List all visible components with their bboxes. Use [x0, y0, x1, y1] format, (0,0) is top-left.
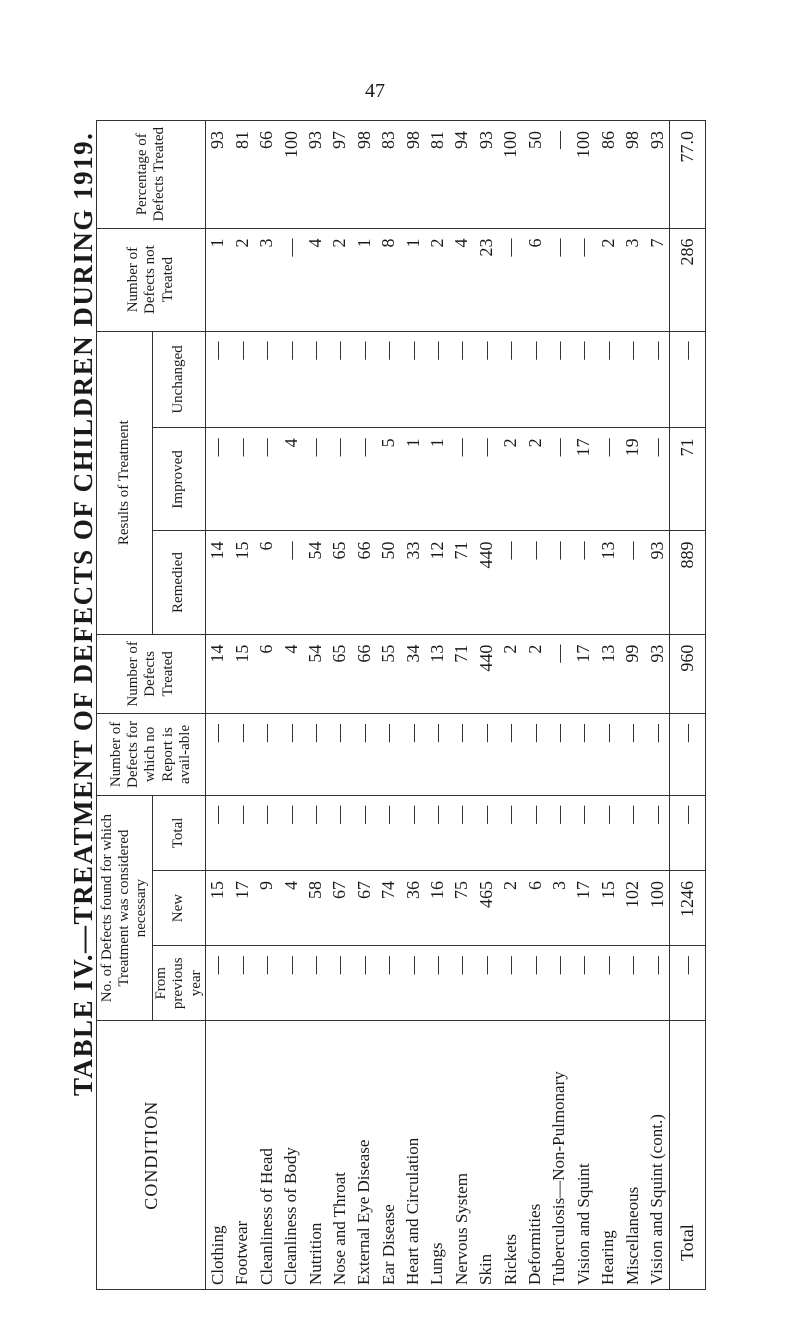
table-row: [230, 121, 254, 1290]
no-report-cell: —: [572, 714, 596, 796]
new-cell: 3: [547, 870, 571, 945]
not-treated-cell: —: [572, 228, 596, 331]
no-report-cell: —: [425, 714, 449, 796]
condition-cell: Cleanliness of Head: [255, 1021, 279, 1290]
improved-cell: 19: [620, 428, 644, 531]
from-previous-cell: —: [450, 946, 474, 1021]
no-report-cell: —: [205, 714, 230, 796]
percentage-cell: —: [547, 121, 571, 229]
condition-cell: Heart and Circulation: [401, 1021, 425, 1290]
treated-cell: 93: [645, 634, 670, 714]
total-percentage: 77.0: [670, 121, 706, 229]
total-not-treated: 286: [670, 228, 706, 331]
treated-cell: 71: [450, 634, 474, 714]
total-cell: —: [328, 795, 352, 870]
new-cell: 67: [352, 870, 376, 945]
from-previous-cell: —: [401, 946, 425, 1021]
header-total: Total: [153, 795, 206, 870]
total-cell: —: [450, 795, 474, 870]
total-cell: —: [620, 795, 644, 870]
from-previous-cell: —: [620, 946, 644, 1021]
no-report-cell: —: [279, 714, 303, 796]
percentage-cell: 100: [279, 121, 303, 229]
table-row: [523, 121, 547, 1290]
new-cell: 67: [328, 870, 352, 945]
condition-cell: External Eye Disease: [352, 1021, 376, 1290]
improved-cell: —: [328, 428, 352, 531]
no-report-cell: —: [596, 714, 620, 796]
header-remedied: Remedied: [153, 531, 206, 634]
condition-cell: Clothing: [205, 1021, 230, 1290]
table-row: [279, 121, 303, 1290]
table-row: [498, 121, 522, 1290]
unchanged-cell: —: [352, 331, 376, 428]
improved-cell: 2: [498, 428, 522, 531]
total-new: 1246: [670, 870, 706, 945]
treated-cell: 2: [523, 634, 547, 714]
condition-cell: Vision and Squint: [572, 1021, 596, 1290]
unchanged-cell: —: [230, 331, 254, 428]
new-cell: 16: [425, 870, 449, 945]
improved-cell: —: [450, 428, 474, 531]
new-cell: 465: [474, 870, 498, 945]
total-cell: —: [230, 795, 254, 870]
total-from-previous: —: [670, 946, 706, 1021]
condition-cell: Tuberculosis—Non-Pulmonary: [547, 1021, 571, 1290]
not-treated-cell: 1: [205, 228, 230, 331]
no-report-cell: —: [401, 714, 425, 796]
total-cell: —: [255, 795, 279, 870]
not-treated-cell: —: [279, 228, 303, 331]
percentage-cell: 66: [255, 121, 279, 229]
from-previous-cell: —: [596, 946, 620, 1021]
remedied-cell: 66: [352, 531, 376, 634]
remedied-cell: 33: [401, 531, 425, 634]
table-body: [205, 121, 705, 1290]
total-cell: —: [523, 795, 547, 870]
no-report-cell: —: [352, 714, 376, 796]
improved-cell: 4: [279, 428, 303, 531]
header-new: New: [153, 870, 206, 945]
header-number-treated: Number of Defects Treated: [97, 634, 206, 714]
no-report-cell: —: [547, 714, 571, 796]
unchanged-cell: —: [572, 331, 596, 428]
from-previous-cell: —: [352, 946, 376, 1021]
no-report-cell: —: [645, 714, 670, 796]
table-row: [401, 121, 425, 1290]
header-percentage: Percentage of Defects Treated: [97, 121, 206, 229]
no-report-cell: —: [620, 714, 644, 796]
treated-cell: 66: [352, 634, 376, 714]
header-from-previous: From previous year: [153, 946, 206, 1021]
table-row: [328, 121, 352, 1290]
no-report-cell: —: [303, 714, 327, 796]
improved-cell: 1: [425, 428, 449, 531]
not-treated-cell: 3: [620, 228, 644, 331]
percentage-cell: 86: [596, 121, 620, 229]
improved-cell: —: [255, 428, 279, 531]
new-cell: 15: [596, 870, 620, 945]
not-treated-cell: 4: [303, 228, 327, 331]
unchanged-cell: —: [425, 331, 449, 428]
condition-cell: Miscellaneous: [620, 1021, 644, 1290]
remedied-cell: —: [279, 531, 303, 634]
condition-cell: Skin: [474, 1021, 498, 1290]
new-cell: 75: [450, 870, 474, 945]
total-cell: —: [474, 795, 498, 870]
table-row: [205, 121, 230, 1290]
improved-cell: —: [352, 428, 376, 531]
new-cell: 102: [620, 870, 644, 945]
percentage-cell: 94: [450, 121, 474, 229]
total-total: —: [670, 795, 706, 870]
remedied-cell: 440: [474, 531, 498, 634]
table-row: [620, 121, 644, 1290]
not-treated-cell: —: [547, 228, 571, 331]
no-report-cell: —: [255, 714, 279, 796]
unchanged-cell: —: [205, 331, 230, 428]
percentage-cell: 93: [474, 121, 498, 229]
header-not-treated: Number of Defects not Treated: [97, 228, 206, 331]
from-previous-cell: —: [255, 946, 279, 1021]
remedied-cell: 54: [303, 531, 327, 634]
not-treated-cell: 1: [401, 228, 425, 331]
unchanged-cell: —: [645, 331, 670, 428]
unchanged-cell: —: [377, 331, 401, 428]
remedied-cell: 12: [425, 531, 449, 634]
unchanged-cell: —: [328, 331, 352, 428]
not-treated-cell: 7: [645, 228, 670, 331]
table-row: [425, 121, 449, 1290]
treated-cell: 13: [596, 634, 620, 714]
percentage-cell: 98: [401, 121, 425, 229]
remedied-cell: 15: [230, 531, 254, 634]
no-report-cell: —: [523, 714, 547, 796]
total-unchanged: —: [670, 331, 706, 428]
from-previous-cell: —: [377, 946, 401, 1021]
condition-cell: Nose and Throat: [328, 1021, 352, 1290]
no-report-cell: —: [377, 714, 401, 796]
from-previous-cell: —: [425, 946, 449, 1021]
percentage-cell: 97: [328, 121, 352, 229]
from-previous-cell: —: [572, 946, 596, 1021]
percentage-cell: 93: [645, 121, 670, 229]
total-cell: —: [401, 795, 425, 870]
improved-cell: —: [205, 428, 230, 531]
total-no-report: —: [670, 714, 706, 796]
no-report-cell: —: [328, 714, 352, 796]
remedied-cell: —: [523, 531, 547, 634]
remedied-cell: —: [547, 531, 571, 634]
no-report-cell: —: [230, 714, 254, 796]
not-treated-cell: 4: [450, 228, 474, 331]
new-cell: 36: [401, 870, 425, 945]
percentage-cell: 81: [230, 121, 254, 229]
unchanged-cell: —: [401, 331, 425, 428]
improved-cell: 1: [401, 428, 425, 531]
header-improved: Improved: [153, 428, 206, 531]
treated-cell: 15: [230, 634, 254, 714]
not-treated-cell: 2: [328, 228, 352, 331]
remedied-cell: 6: [255, 531, 279, 634]
treated-cell: 13: [425, 634, 449, 714]
improved-cell: —: [303, 428, 327, 531]
treated-cell: —: [547, 634, 571, 714]
new-cell: 15: [205, 870, 230, 945]
from-previous-cell: —: [303, 946, 327, 1021]
unchanged-cell: —: [596, 331, 620, 428]
condition-cell: Vision and Squint (cont.): [645, 1021, 670, 1290]
treated-cell: 14: [205, 634, 230, 714]
new-cell: 74: [377, 870, 401, 945]
not-treated-cell: —: [498, 228, 522, 331]
unchanged-cell: —: [498, 331, 522, 428]
improved-cell: —: [230, 428, 254, 531]
treated-cell: 4: [279, 634, 303, 714]
percentage-cell: 100: [572, 121, 596, 229]
condition-cell: Nutrition: [303, 1021, 327, 1290]
improved-cell: —: [474, 428, 498, 531]
unchanged-cell: —: [474, 331, 498, 428]
from-previous-cell: —: [328, 946, 352, 1021]
condition-cell: Deformities: [523, 1021, 547, 1290]
table-row: [450, 121, 474, 1290]
improved-cell: 5: [377, 428, 401, 531]
no-report-cell: —: [450, 714, 474, 796]
rotated-table-wrapper: [96, 120, 706, 1290]
from-previous-cell: —: [547, 946, 571, 1021]
total-improved: 71: [670, 428, 706, 531]
from-previous-cell: —: [498, 946, 522, 1021]
page-number: 47: [365, 80, 385, 102]
total-cell: —: [596, 795, 620, 870]
remedied-cell: 14: [205, 531, 230, 634]
treated-cell: 440: [474, 634, 498, 714]
new-cell: 100: [645, 870, 670, 945]
percentage-cell: 50: [523, 121, 547, 229]
total-cell: —: [498, 795, 522, 870]
new-cell: 17: [572, 870, 596, 945]
no-report-cell: —: [474, 714, 498, 796]
unchanged-cell: —: [620, 331, 644, 428]
condition-cell: Rickets: [498, 1021, 522, 1290]
new-cell: 9: [255, 870, 279, 945]
remedied-cell: 50: [377, 531, 401, 634]
header-condition: CONDITION: [97, 1021, 206, 1290]
total-cell: —: [425, 795, 449, 870]
unchanged-cell: —: [303, 331, 327, 428]
not-treated-cell: 23: [474, 228, 498, 331]
header-group-found: No. of Defects found for which Treatment was considered necessary: [97, 795, 153, 1021]
from-previous-cell: —: [474, 946, 498, 1021]
not-treated-cell: 2: [230, 228, 254, 331]
percentage-cell: 98: [620, 121, 644, 229]
condition-cell: Nervous System: [450, 1021, 474, 1290]
treated-cell: 65: [328, 634, 352, 714]
from-previous-cell: —: [645, 946, 670, 1021]
total-cell: —: [279, 795, 303, 870]
header-unchanged: Unchanged: [153, 331, 206, 428]
condition-cell: Cleanliness of Body: [279, 1021, 303, 1290]
not-treated-cell: 3: [255, 228, 279, 331]
total-cell: —: [572, 795, 596, 870]
condition-cell: Ear Disease: [377, 1021, 401, 1290]
table-row: [303, 121, 327, 1290]
total-cell: —: [547, 795, 571, 870]
improved-cell: —: [596, 428, 620, 531]
not-treated-cell: 8: [377, 228, 401, 331]
improved-cell: 2: [523, 428, 547, 531]
total-cell: —: [303, 795, 327, 870]
unchanged-cell: —: [255, 331, 279, 428]
treated-cell: 55: [377, 634, 401, 714]
treated-cell: 34: [401, 634, 425, 714]
total-remedied: 889: [670, 531, 706, 634]
from-previous-cell: —: [205, 946, 230, 1021]
from-previous-cell: —: [230, 946, 254, 1021]
table-row: [255, 121, 279, 1290]
from-previous-cell: —: [279, 946, 303, 1021]
percentage-cell: 100: [498, 121, 522, 229]
condition-cell: Hearing: [596, 1021, 620, 1290]
header-no-report: Number of Defects for which no Report is avail-able: [97, 714, 206, 796]
table-row: [572, 121, 596, 1290]
unchanged-cell: —: [523, 331, 547, 428]
table-row: [596, 121, 620, 1290]
treated-cell: 2: [498, 634, 522, 714]
table-row: [474, 121, 498, 1290]
total-label: Total: [670, 1021, 706, 1290]
total-cell: —: [352, 795, 376, 870]
total-treated: 960: [670, 634, 706, 714]
treated-cell: 54: [303, 634, 327, 714]
new-cell: 58: [303, 870, 327, 945]
improved-cell: 17: [572, 428, 596, 531]
treated-cell: 17: [572, 634, 596, 714]
improved-cell: —: [645, 428, 670, 531]
defects-treatment-table: [96, 120, 706, 1290]
improved-cell: —: [547, 428, 571, 531]
condition-cell: Lungs: [425, 1021, 449, 1290]
percentage-cell: 83: [377, 121, 401, 229]
remedied-cell: —: [498, 531, 522, 634]
treated-cell: 99: [620, 634, 644, 714]
percentage-cell: 81: [425, 121, 449, 229]
not-treated-cell: 6: [523, 228, 547, 331]
table-row: [645, 121, 670, 1290]
new-cell: 2: [498, 870, 522, 945]
remedied-cell: 71: [450, 531, 474, 634]
remedied-cell: 65: [328, 531, 352, 634]
no-report-cell: —: [498, 714, 522, 796]
unchanged-cell: —: [279, 331, 303, 428]
condition-cell: Footwear: [230, 1021, 254, 1290]
table-title: TABLE IV.—TREATMENT OF DEFECTS OF CHILDREN DURING 1919.: [68, 131, 98, 1096]
total-cell: —: [377, 795, 401, 870]
total-cell: —: [205, 795, 230, 870]
total-cell: —: [645, 795, 670, 870]
percentage-cell: 98: [352, 121, 376, 229]
percentage-cell: 93: [303, 121, 327, 229]
new-cell: 4: [279, 870, 303, 945]
header-group-results: Results of Treatment: [97, 331, 153, 634]
total-row: [670, 121, 706, 1290]
not-treated-cell: 2: [425, 228, 449, 331]
treated-cell: 6: [255, 634, 279, 714]
unchanged-cell: —: [547, 331, 571, 428]
table-row: [547, 121, 571, 1290]
table-row: [352, 121, 376, 1290]
not-treated-cell: 1: [352, 228, 376, 331]
new-cell: 17: [230, 870, 254, 945]
new-cell: 6: [523, 870, 547, 945]
not-treated-cell: 2: [596, 228, 620, 331]
percentage-cell: 93: [205, 121, 230, 229]
unchanged-cell: —: [450, 331, 474, 428]
remedied-cell: 93: [645, 531, 670, 634]
from-previous-cell: —: [523, 946, 547, 1021]
remedied-cell: 13: [596, 531, 620, 634]
remedied-cell: —: [620, 531, 644, 634]
remedied-cell: —: [572, 531, 596, 634]
table-row: [377, 121, 401, 1290]
